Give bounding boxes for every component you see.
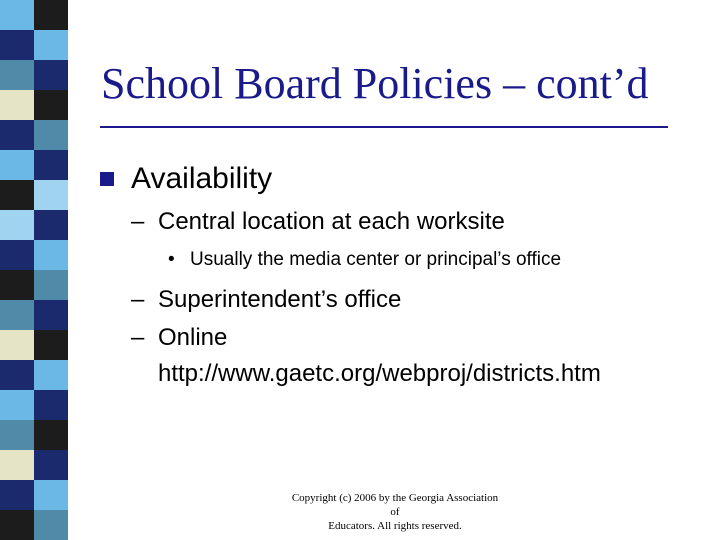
stripe-cell [34,150,68,180]
stripe-cell [0,420,34,450]
stripe-cell [0,150,34,180]
subbullet-central-location: Central location at each worksite [158,208,505,235]
stripe-cell [0,480,34,510]
stripe-cell [34,180,68,210]
stripe-row [0,180,68,210]
stripe-cell [34,270,68,300]
stripe-cell [0,510,34,540]
online-url[interactable]: http://www.gaetc.org/webproj/districts.htm [158,360,601,387]
dash-marker: – [131,208,145,235]
stripe-cell [34,510,68,540]
stripe-row [0,90,68,120]
stripe-row [0,60,68,90]
stripe-cell [0,60,34,90]
subsubbullet-media-center: Usually the media center or principal’s office [190,249,562,270]
stripe-cell [34,60,68,90]
stripe-row [0,510,68,540]
stripe-cell [0,390,34,420]
stripe-cell [0,210,34,240]
decorative-stripe [0,0,68,540]
stripe-cell [0,0,34,30]
stripe-cell [34,240,68,270]
stripe-cell [34,0,68,30]
stripe-cell [0,300,34,330]
stripe-cell [34,300,68,330]
stripe-row [0,150,68,180]
dash-marker: – [131,324,145,351]
copyright-line-2: Educators. All rights reserved. [328,520,462,532]
stripe-row [0,330,68,360]
stripe-cell [0,120,34,150]
stripe-cell [34,330,68,360]
stripe-cell [0,90,34,120]
subbullet-online: Online [158,324,228,351]
stripe-cell [0,270,34,300]
stripe-row [0,420,68,450]
stripe-cell [0,450,34,480]
stripe-row [0,0,68,30]
copyright-notice [290,491,500,533]
stripe-row [0,210,68,240]
bullet-availability: Availability [131,162,273,195]
stripe-row [0,450,68,480]
square-bullet-icon [100,172,114,186]
copyright-line-1: Copyright (c) 2006 by the Georgia Association of [291,492,499,518]
stripe-cell [0,30,34,60]
stripe-cell [0,240,34,270]
subbullet-superintendent: Superintendent’s office [158,286,402,313]
dash-marker: – [131,286,145,313]
slide-title: School Board Policies – cont’d [101,59,649,108]
stripe-row [0,30,68,60]
stripe-row [0,360,68,390]
stripe-cell [34,210,68,240]
stripe-cell [34,390,68,420]
stripe-cell [34,480,68,510]
stripe-cell [34,450,68,480]
stripe-cell [34,120,68,150]
stripe-row [0,240,68,270]
stripe-cell [34,30,68,60]
stripe-cell [34,360,68,390]
stripe-row [0,270,68,300]
stripe-row [0,120,68,150]
stripe-row [0,390,68,420]
stripe-cell [0,330,34,360]
stripe-cell [0,360,34,390]
stripe-cell [34,90,68,120]
dot-marker: • [168,249,175,270]
stripe-row [0,480,68,510]
stripe-row [0,300,68,330]
stripe-cell [0,180,34,210]
title-divider [100,126,668,128]
stripe-cell [34,420,68,450]
